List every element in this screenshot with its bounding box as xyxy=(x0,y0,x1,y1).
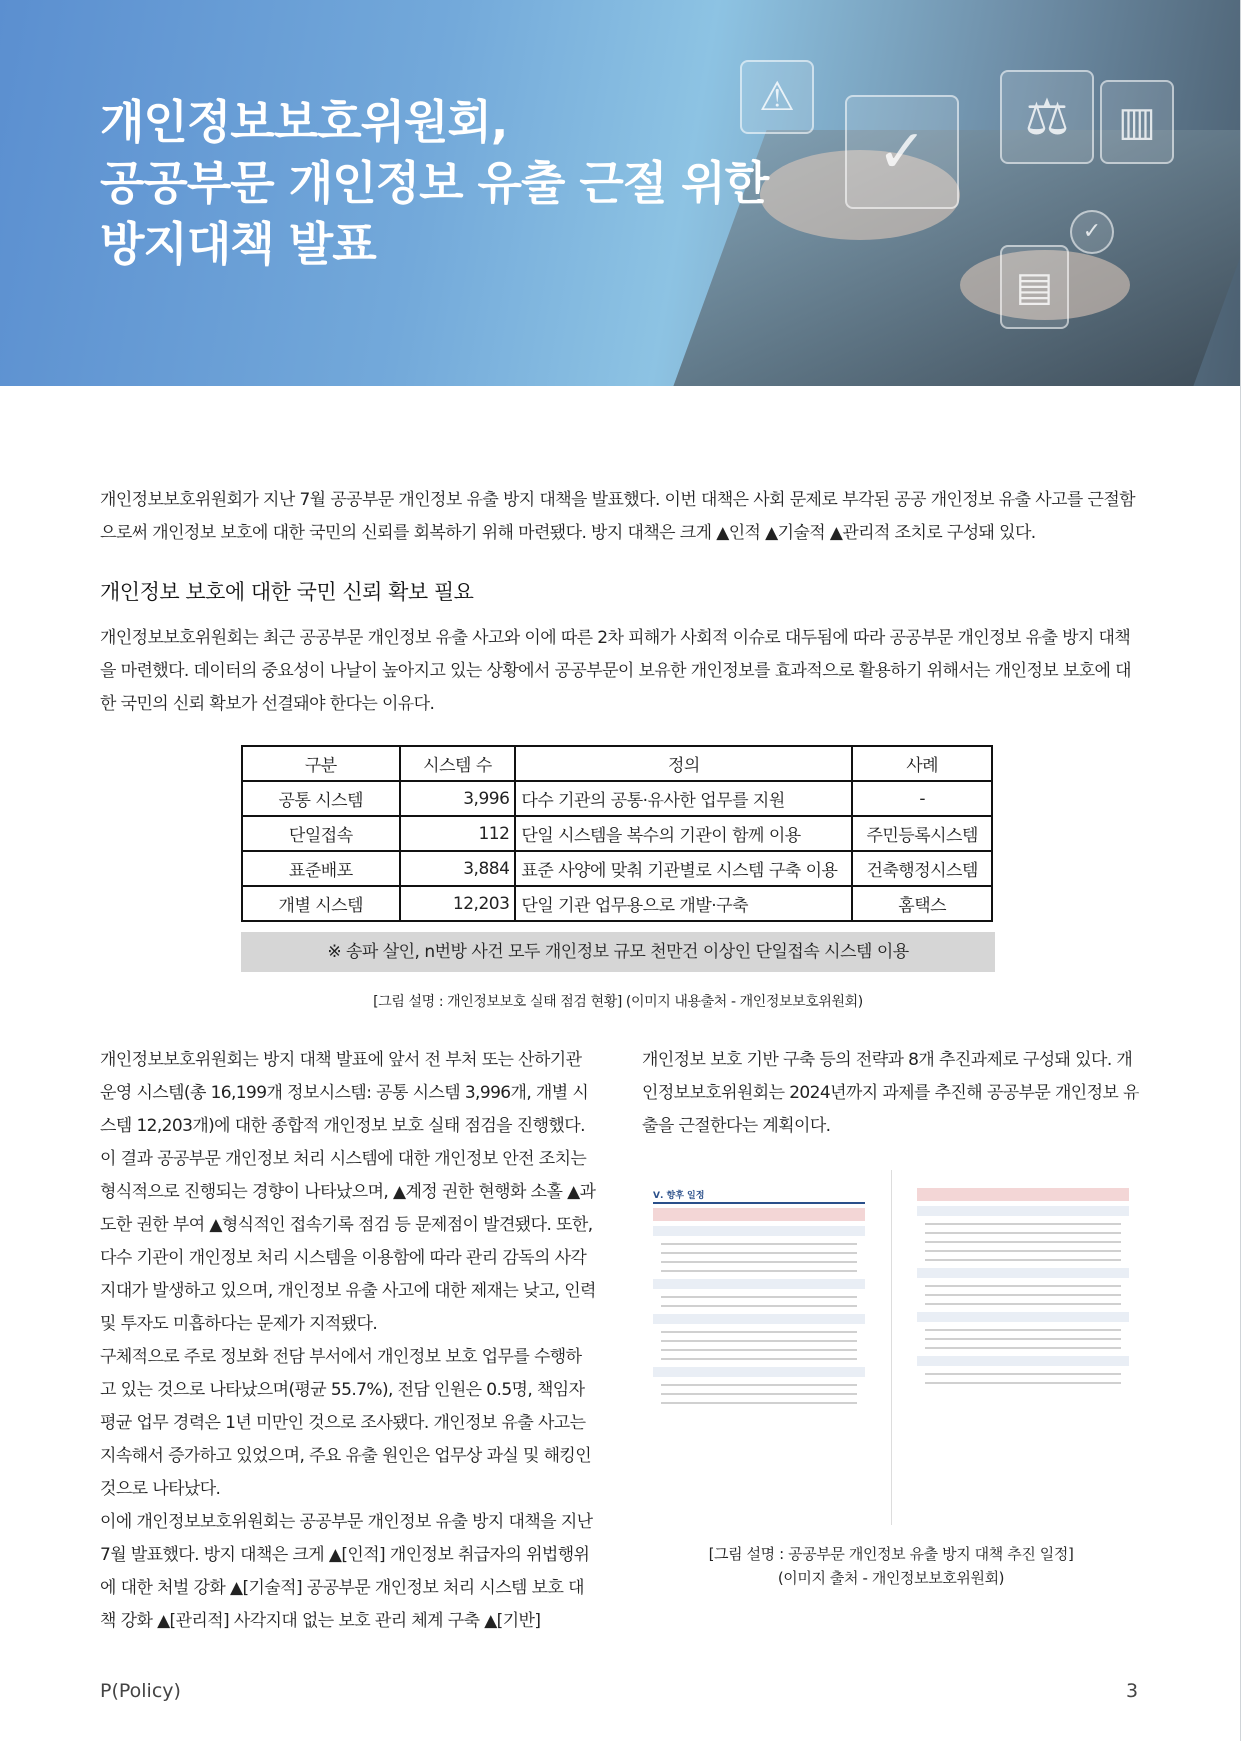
title-line-3: 방지대책 발표 xyxy=(100,217,376,271)
column-header: 시스템 수 xyxy=(400,746,516,781)
warning-icon: ⚠ xyxy=(740,60,814,134)
section-heading: 개인정보 보호에 대한 국민 신뢰 확보 필요 xyxy=(100,580,474,604)
table-header-row xyxy=(242,746,992,781)
table-cell: 다수 기관의 공통·유사한 업무를 지원 xyxy=(515,781,852,816)
table-row xyxy=(242,851,992,886)
check-circle-icon: ✓ xyxy=(1070,210,1114,254)
body-paragraph: 개인정보보호위원회는 방지 대책 발표에 앞서 전 부처 또는 산하기관 운영 시스템(총 16,199개 정보시스템: 공통 시스템 3,996개, 개별 시스템 12,203개)에 대한 종합적 개인정보 보호 실태 점검을 진행했다. xyxy=(100,1050,589,1136)
table-caption: [그림 설명 : 개인정보보호 실태 점검 현황] (이미지 내용출처 - 개인정보보호위원회) xyxy=(373,994,863,1010)
document-icon: ▤ xyxy=(1000,245,1069,329)
doc-title: Ⅴ. 향후 일정 xyxy=(653,1190,865,1204)
table-cell: 공통 시스템 xyxy=(242,781,400,816)
column-header: 구분 xyxy=(242,746,400,781)
table-cell: - xyxy=(852,781,992,816)
badge-check-icon: ✓ xyxy=(845,95,959,209)
intro-paragraph: 개인정보보호위원회가 지난 7월 공공부문 개인정보 유출 방지 대책을 발표했다. 이번 대책은 사회 문제로 부각된 공공 개인정보 유출 사고를 근절함으로써 개인정보 보호에 대한 국민의 신뢰를 회복하기 위해 마련됐다. 방지 대책은 크게 ▲인적 ▲기술적 ▲관리적 조치로 구성돼 있다. xyxy=(100,490,1135,543)
figure-divider xyxy=(891,1170,892,1525)
table-cell: 표준배포 xyxy=(242,851,400,886)
scales-icon: ⚖ xyxy=(1000,70,1094,164)
table-cell: 단일 시스템을 복수의 기관이 함께 이용 xyxy=(515,816,852,851)
books-icon: ▥ xyxy=(1100,80,1174,164)
system-status-table xyxy=(241,745,993,922)
body-paragraph: 이에 개인정보보호위원회는 공공부문 개인정보 유출 방지 대책을 지난 7월 발표했다. 방지 대책은 크게 ▲[인적] 개인정보 취급자의 위법행위에 대한 처벌 강화 ▲[기술적] 공공부문 개인정보 처리 시스템 보호 대책 강화 ▲[관리적] 사각지대 없는 보호 관리 체계 구축 ▲[기반] xyxy=(100,1512,593,1631)
body-paragraph: 이 결과 공공부문 개인정보 처리 시스템에 대한 개인정보 안전 조치는 형식적으로 진행되는 경향이 나타났으며, ▲계정 권한 현행화 소홀 ▲과도한 권한 부여 ▲형식적인 접속기록 점검 등 문제점이 발견됐다. 또한, 다수 기관이 개인정보 처리 시스템을 이용함에 따라 관리 감독의 사각지대가 발생하고 있으며, 개인정보 유출 사고에 대한 제재는 낮고, 인력 및 투자도 미흡하다는 문제가 지적됐다. xyxy=(100,1149,596,1334)
table-cell: 건축행정시스템 xyxy=(852,851,992,886)
table-cell: 3,996 xyxy=(400,781,516,816)
column-header: 사례 xyxy=(852,746,992,781)
table-cell: 개별 시스템 xyxy=(242,886,400,921)
table-cell: 단일 기관 업무용으로 개발·구축 xyxy=(515,886,852,921)
figure-caption-line-1: [그림 설명 : 공공부문 개인정보 유출 방지 대책 추진 일정] xyxy=(708,1545,1074,1563)
table-cell: 12,203 xyxy=(400,886,516,921)
table-cell: 3,884 xyxy=(400,851,516,886)
schedule-doc-page-2 xyxy=(917,1186,1129,1494)
table-cell: 홈택스 xyxy=(852,886,992,921)
table-cell: 단일접속 xyxy=(242,816,400,851)
title-line-1: 개인정보보호위원회, xyxy=(100,95,508,149)
column-header: 정의 xyxy=(515,746,852,781)
page-title xyxy=(100,92,768,275)
footer-label: P(Policy) xyxy=(100,1680,181,1702)
body-paragraph: 구체적으로 주로 정보화 전담 부서에서 개인정보 보호 업무를 수행하고 있는 것으로 나타났으며(평균 55.7%), 전담 인원은 0.5명, 책임자 평균 업무 경력은 1년 미만인 것으로 조사됐다. 개인정보 유출 사고는 지속해서 증가하고 있었으며, 주요 유출 원인은 업무상 과실 및 해킹인 것으로 나타났다. xyxy=(100,1347,592,1499)
table-cell: 112 xyxy=(400,816,516,851)
section-paragraph: 개인정보보호위원회는 최근 공공부문 개인정보 유출 사고와 이에 따른 2차 피해가 사회적 이슈로 대두됨에 따라 공공부문 개인정보 유출 방지 대책을 마련했다. 데이터의 중요성이 나날이 높아지고 있는 상황에서 공공부문이 보유한 개인정보를 효과적으로 활용하기 위해서는 개인정보 보호에 대한 국민의 신뢰 확보가 선결돼야 한다는 이유다. xyxy=(100,628,1131,714)
table-cell: 표준 사양에 맞춰 기관별로 시스템 구축 이용 xyxy=(515,851,852,886)
figure-caption xyxy=(642,1542,1140,1590)
table-row xyxy=(242,886,992,921)
header-banner xyxy=(0,0,1240,386)
title-line-2: 공공부문 개인정보 유출 근절 위한 xyxy=(100,156,769,210)
table-cell: 주민등록시스템 xyxy=(852,816,992,851)
left-column xyxy=(100,1044,596,1638)
table-row xyxy=(242,781,992,816)
figure-caption-line-2: (이미지 출처 - 개인정보보호위원회) xyxy=(777,1569,1005,1587)
table-row xyxy=(242,816,992,851)
schedule-doc-page-1 xyxy=(653,1186,865,1494)
page-number: 3 xyxy=(1126,1680,1139,1702)
right-paragraph: 개인정보 보호 기반 구축 등의 전략과 8개 추진과제로 구성돼 있다. 개인정보보호위원회는 2024년까지 과제를 추진해 공공부문 개인정보 유출을 근절한다는 계획이다. xyxy=(642,1050,1139,1136)
table-note: ※ 송파 살인, n번방 사건 모두 개인정보 규모 천만건 이상인 단일접속 시스템 이용 xyxy=(241,932,995,972)
